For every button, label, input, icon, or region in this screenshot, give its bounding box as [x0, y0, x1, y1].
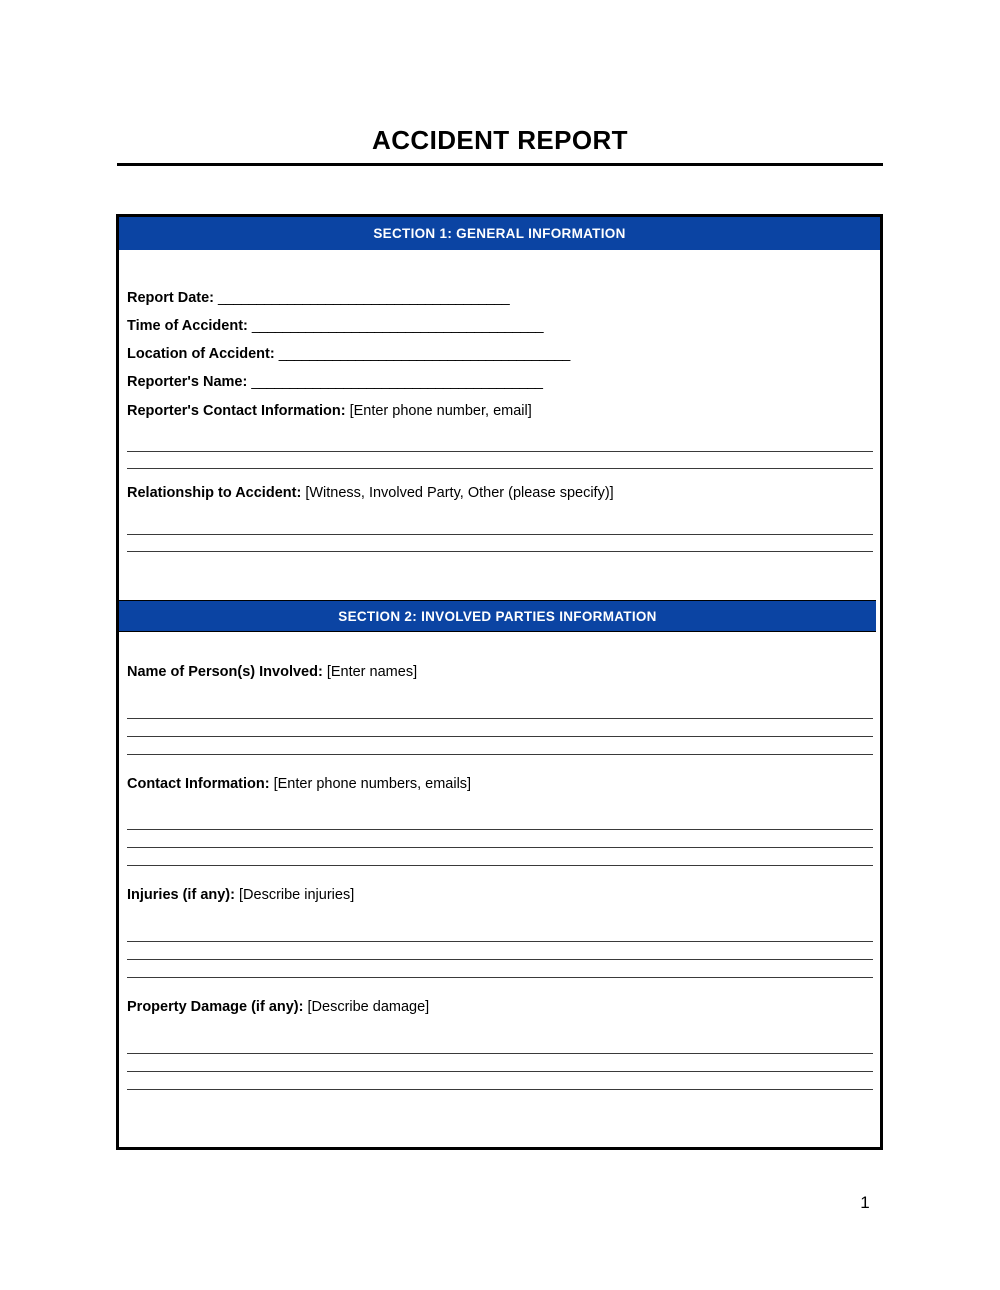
writing-line[interactable]	[127, 865, 873, 866]
field-reporters-name	[127, 373, 543, 391]
section-1-header-label: SECTION 1: GENERAL INFORMATION	[373, 226, 626, 241]
section-header-general-information	[119, 217, 880, 250]
writing-line[interactable]	[127, 1053, 873, 1054]
field-location-of-accident-underline[interactable]: ______________________________________	[278, 346, 570, 362]
field-reporters-contact-information-placeholder: [Enter phone number, email]	[349, 403, 532, 419]
writing-line[interactable]	[127, 977, 873, 978]
field-injuries-placeholder: [Describe injuries]	[239, 887, 355, 903]
field-location-of-accident	[127, 345, 570, 363]
field-report-date	[127, 289, 509, 307]
field-report-date-underline[interactable]: ______________________________________	[218, 290, 510, 306]
field-reporters-name-underline[interactable]: ______________________________________	[251, 374, 543, 390]
writing-line[interactable]	[127, 754, 873, 755]
field-name-of-persons-involved-label: Name of Person(s) Involved:	[127, 664, 323, 680]
writing-line[interactable]	[127, 847, 873, 848]
writing-line[interactable]	[127, 959, 873, 960]
field-location-of-accident-label: Location of Accident:	[127, 346, 275, 362]
field-name-of-persons-involved-placeholder: [Enter names]	[326, 664, 418, 680]
field-time-of-accident-label: Time of Accident:	[127, 318, 248, 334]
field-time-of-accident	[127, 317, 543, 335]
writing-line[interactable]	[127, 736, 873, 737]
field-report-date-label: Report Date:	[127, 290, 215, 306]
writing-line[interactable]	[127, 451, 873, 452]
writing-line[interactable]	[127, 468, 873, 469]
writing-line[interactable]	[127, 551, 873, 552]
field-name-of-persons-involved	[127, 663, 417, 681]
field-property-damage-placeholder: [Describe damage]	[307, 999, 430, 1015]
field-relationship-to-accident-label: Relationship to Accident:	[127, 485, 302, 501]
page-title: ACCIDENT REPORT	[372, 125, 628, 155]
field-reporters-name-label: Reporter's Name:	[127, 374, 248, 390]
field-time-of-accident-underline[interactable]: ______________________________________	[251, 318, 544, 334]
field-reporters-contact-information-label: Reporter's Contact Information:	[127, 403, 346, 419]
field-relationship-to-accident	[127, 484, 614, 502]
writing-line[interactable]	[127, 718, 873, 719]
field-property-damage	[127, 998, 429, 1016]
field-relationship-to-accident-placeholder: [Witness, Involved Party, Other (please specify)]	[305, 485, 614, 501]
writing-line[interactable]	[127, 1089, 873, 1090]
writing-line[interactable]	[127, 829, 873, 830]
field-injuries	[127, 886, 354, 904]
field-reporters-contact-information	[127, 402, 532, 420]
title-divider	[117, 163, 883, 166]
field-contact-information-label: Contact Information:	[127, 776, 270, 792]
writing-line[interactable]	[127, 941, 873, 942]
writing-line[interactable]	[127, 1071, 873, 1072]
field-property-damage-label: Property Damage (if any):	[127, 999, 304, 1015]
field-contact-information-placeholder: [Enter phone numbers, emails]	[273, 776, 472, 792]
section-header-involved-parties-information	[119, 600, 876, 632]
field-contact-information	[127, 775, 471, 793]
field-injuries-label: Injuries (if any):	[127, 887, 235, 903]
writing-line[interactable]	[127, 534, 873, 535]
form-container	[116, 214, 883, 1150]
page-number: 1	[860, 1193, 870, 1212]
section-2-header-label: SECTION 2: INVOLVED PARTIES INFORMATION	[338, 608, 657, 624]
